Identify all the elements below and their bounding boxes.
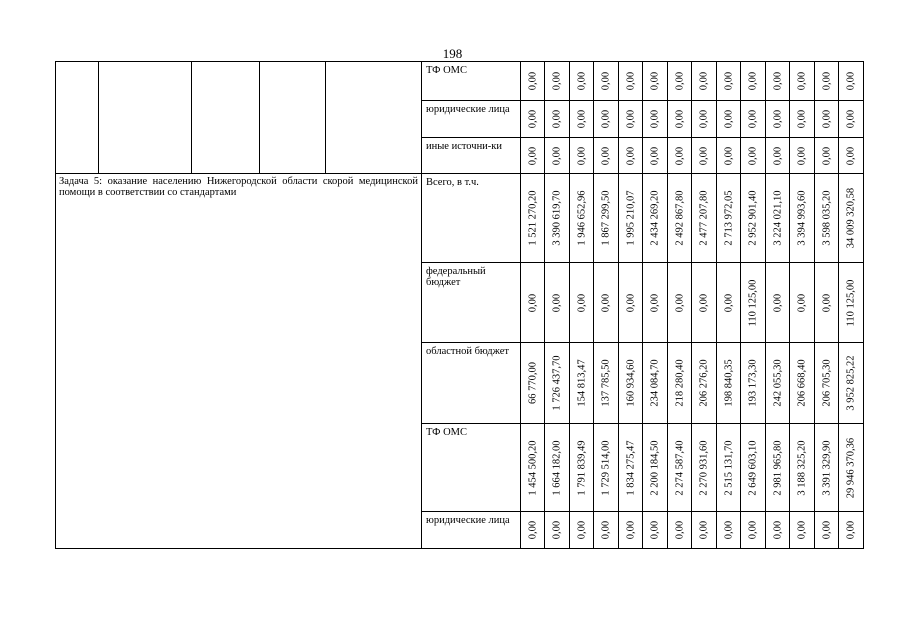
value-cell bbox=[790, 174, 815, 263]
table-body bbox=[56, 62, 864, 549]
value-cell bbox=[521, 138, 545, 174]
value-cell bbox=[545, 138, 570, 174]
value-cell bbox=[717, 174, 741, 263]
value-text: 0,00 bbox=[796, 146, 808, 165]
value-cell bbox=[790, 512, 815, 549]
value-text: 0,00 bbox=[551, 520, 563, 540]
value-text: 3 391 329,90 bbox=[821, 439, 832, 496]
value-text: 0,00 bbox=[625, 293, 636, 312]
value-cell bbox=[570, 424, 594, 512]
value-text: 0,00 bbox=[698, 146, 710, 165]
value-cell bbox=[790, 62, 815, 101]
page-number: 198 bbox=[442, 46, 463, 61]
value-text: 0,00 bbox=[747, 109, 759, 129]
value-text: 0,00 bbox=[772, 71, 783, 91]
value-text: 1 454 500,20 bbox=[527, 439, 538, 496]
value-cell bbox=[619, 263, 643, 343]
value-text: 0,00 bbox=[821, 71, 832, 91]
value-text: 0,00 bbox=[551, 293, 563, 312]
value-cell bbox=[643, 138, 668, 174]
funding-source-label: ТФ ОМС bbox=[426, 65, 468, 76]
funding-source-cell bbox=[422, 62, 521, 101]
value-cell bbox=[619, 101, 643, 138]
value-text: 0,00 bbox=[649, 146, 661, 165]
value-text: 0,00 bbox=[625, 520, 636, 540]
value-cell bbox=[643, 343, 668, 424]
value-text: 0,00 bbox=[576, 293, 587, 312]
funding-source-cell bbox=[422, 138, 521, 174]
value-text: 198 840,35 bbox=[723, 359, 734, 407]
value-text: 0,00 bbox=[723, 146, 734, 165]
value-cell bbox=[545, 512, 570, 549]
value-text: 0,00 bbox=[551, 109, 563, 129]
value-cell bbox=[594, 138, 619, 174]
value-text: 0,00 bbox=[821, 520, 832, 540]
table-row bbox=[56, 174, 864, 263]
funding-source-label: областной бюджет bbox=[426, 346, 509, 357]
value-text: 0,00 bbox=[625, 71, 636, 91]
value-cell bbox=[643, 512, 668, 549]
value-cell bbox=[741, 512, 766, 549]
value-cell bbox=[692, 512, 717, 549]
value-cell bbox=[668, 343, 692, 424]
value-cell bbox=[766, 101, 790, 138]
value-text: 0,00 bbox=[723, 293, 734, 312]
value-text: 0,00 bbox=[600, 520, 612, 540]
value-text: 0,00 bbox=[821, 109, 832, 129]
value-text: 0,00 bbox=[674, 293, 685, 312]
value-text: 0,00 bbox=[747, 146, 759, 165]
value-text: 1 726 437,70 bbox=[551, 355, 563, 411]
value-text: 0,00 bbox=[698, 520, 710, 540]
value-text: 0,00 bbox=[845, 520, 857, 540]
value-text: 0,00 bbox=[674, 109, 685, 129]
value-cell bbox=[594, 101, 619, 138]
value-cell bbox=[521, 512, 545, 549]
value-text: 3 188 325,20 bbox=[796, 439, 808, 496]
funding-source-cell bbox=[422, 263, 521, 343]
value-text: 0,00 bbox=[698, 71, 710, 91]
value-text: 0,00 bbox=[772, 146, 783, 165]
value-text: 2 477 207,80 bbox=[698, 190, 710, 246]
value-cell bbox=[766, 138, 790, 174]
value-text: 0,00 bbox=[821, 293, 832, 312]
value-text: 0,00 bbox=[649, 520, 661, 540]
value-cell bbox=[839, 138, 864, 174]
value-text: 2 270 931,60 bbox=[698, 439, 710, 496]
value-text: 0,00 bbox=[551, 71, 563, 91]
value-cell bbox=[521, 343, 545, 424]
value-cell bbox=[692, 62, 717, 101]
value-text: 206 668,40 bbox=[796, 359, 808, 407]
value-text: 0,00 bbox=[600, 109, 612, 129]
value-cell bbox=[790, 343, 815, 424]
value-cell bbox=[570, 62, 594, 101]
value-text: 1 867 299,50 bbox=[600, 190, 612, 246]
value-cell bbox=[545, 174, 570, 263]
value-cell bbox=[717, 512, 741, 549]
value-cell bbox=[766, 343, 790, 424]
value-text: 0,00 bbox=[527, 109, 538, 129]
value-text: 0,00 bbox=[600, 146, 612, 165]
value-cell bbox=[570, 138, 594, 174]
value-cell bbox=[815, 343, 839, 424]
value-cell bbox=[521, 62, 545, 101]
value-text: 0,00 bbox=[747, 71, 759, 91]
value-cell bbox=[717, 343, 741, 424]
value-cell bbox=[815, 263, 839, 343]
value-text: 110 125,00 bbox=[747, 279, 759, 326]
budget-table bbox=[55, 61, 864, 549]
value-cell bbox=[717, 263, 741, 343]
value-cell bbox=[668, 101, 692, 138]
value-cell bbox=[545, 101, 570, 138]
funding-source-cell bbox=[422, 512, 521, 549]
value-cell bbox=[815, 101, 839, 138]
value-cell bbox=[521, 263, 545, 343]
value-text: 1 521 270,20 bbox=[527, 190, 538, 246]
value-text: 3 390 619,70 bbox=[551, 190, 563, 246]
empty-cell bbox=[99, 62, 192, 174]
value-cell bbox=[717, 62, 741, 101]
value-text: 193 173,30 bbox=[747, 359, 759, 407]
value-text: 66 770,00 bbox=[527, 362, 538, 404]
value-cell bbox=[545, 424, 570, 512]
funding-source-cell bbox=[422, 424, 521, 512]
value-text: 3 394 993,60 bbox=[796, 190, 808, 246]
value-cell bbox=[741, 174, 766, 263]
value-cell bbox=[545, 263, 570, 343]
value-cell bbox=[741, 424, 766, 512]
value-text: 0,00 bbox=[796, 71, 808, 91]
value-text: 0,00 bbox=[821, 146, 832, 165]
value-cell bbox=[692, 424, 717, 512]
value-text: 0,00 bbox=[845, 71, 857, 91]
value-cell bbox=[741, 101, 766, 138]
value-cell bbox=[570, 263, 594, 343]
value-cell bbox=[839, 62, 864, 101]
value-cell bbox=[668, 174, 692, 263]
value-cell bbox=[766, 512, 790, 549]
value-text: 206 276,20 bbox=[698, 359, 710, 407]
value-cell bbox=[643, 101, 668, 138]
value-cell bbox=[741, 138, 766, 174]
value-cell bbox=[668, 263, 692, 343]
value-cell bbox=[570, 101, 594, 138]
value-cell bbox=[594, 512, 619, 549]
value-text: 2 274 587,40 bbox=[674, 439, 685, 496]
value-cell bbox=[815, 174, 839, 263]
value-text: 0,00 bbox=[796, 293, 808, 312]
value-cell bbox=[839, 174, 864, 263]
value-text: 0,00 bbox=[649, 71, 661, 91]
empty-cell bbox=[56, 62, 99, 174]
value-cell bbox=[521, 424, 545, 512]
value-text: 0,00 bbox=[551, 146, 563, 165]
value-cell bbox=[815, 62, 839, 101]
value-text: 0,00 bbox=[772, 293, 783, 312]
funding-source-cell bbox=[422, 343, 521, 424]
funding-source-label: ТФ ОМС bbox=[426, 427, 468, 438]
value-text: 3 598 035,20 bbox=[821, 190, 832, 246]
value-text: 0,00 bbox=[600, 71, 612, 91]
value-cell bbox=[570, 343, 594, 424]
value-text: 2 713 972,05 bbox=[723, 190, 734, 246]
value-text: 0,00 bbox=[723, 71, 734, 91]
value-text: 0,00 bbox=[796, 520, 808, 540]
task-title: Задача 5: оказание населению Нижегородской области скорой медицинской помощи в соответствии со стандартами bbox=[59, 176, 418, 198]
value-cell bbox=[594, 263, 619, 343]
value-text: 234 084,70 bbox=[649, 359, 661, 407]
value-cell bbox=[815, 138, 839, 174]
value-cell bbox=[790, 424, 815, 512]
value-cell bbox=[643, 424, 668, 512]
value-cell bbox=[839, 101, 864, 138]
value-text: 0,00 bbox=[796, 109, 808, 129]
value-cell bbox=[594, 343, 619, 424]
value-text: 29 946 370,36 bbox=[845, 437, 857, 498]
value-text: 218 280,40 bbox=[674, 359, 685, 407]
value-text: 0,00 bbox=[649, 293, 661, 312]
value-text: 0,00 bbox=[625, 109, 636, 129]
funding-source-label: иные источни-ки bbox=[426, 141, 503, 152]
value-text: 2 981 965,80 bbox=[772, 439, 783, 496]
value-text: 0,00 bbox=[576, 109, 587, 129]
value-cell bbox=[643, 62, 668, 101]
value-cell bbox=[839, 424, 864, 512]
value-text: 110 125,00 bbox=[845, 279, 857, 326]
value-text: 206 705,30 bbox=[821, 359, 832, 407]
funding-source-cell bbox=[422, 101, 521, 138]
value-text: 2 200 184,50 bbox=[649, 439, 661, 496]
value-cell bbox=[766, 62, 790, 101]
value-cell bbox=[717, 101, 741, 138]
value-cell bbox=[619, 62, 643, 101]
value-text: 0,00 bbox=[747, 520, 759, 540]
value-cell bbox=[668, 424, 692, 512]
value-text: 1 664 182,00 bbox=[551, 439, 563, 496]
value-text: 0,00 bbox=[625, 146, 636, 165]
value-text: 1 834 275,47 bbox=[625, 439, 636, 496]
value-cell bbox=[692, 101, 717, 138]
value-text: 2 952 901,40 bbox=[747, 190, 759, 246]
value-text: 1 729 514,00 bbox=[600, 439, 612, 496]
value-text: 3 224 021,10 bbox=[772, 190, 783, 246]
value-cell bbox=[839, 343, 864, 424]
value-cell bbox=[766, 174, 790, 263]
value-text: 0,00 bbox=[576, 146, 587, 165]
value-cell bbox=[815, 424, 839, 512]
value-cell bbox=[839, 512, 864, 549]
value-text: 0,00 bbox=[723, 520, 734, 540]
value-cell bbox=[521, 101, 545, 138]
value-cell bbox=[619, 138, 643, 174]
value-text: 137 785,50 bbox=[600, 359, 612, 407]
value-cell bbox=[741, 263, 766, 343]
empty-cell bbox=[192, 62, 260, 174]
value-cell bbox=[619, 174, 643, 263]
value-cell bbox=[619, 343, 643, 424]
value-cell bbox=[521, 174, 545, 263]
value-text: 0,00 bbox=[649, 109, 661, 129]
value-cell bbox=[619, 512, 643, 549]
value-cell bbox=[766, 424, 790, 512]
value-cell bbox=[668, 62, 692, 101]
value-text: 2 649 603,10 bbox=[747, 439, 759, 496]
task-title-cell bbox=[56, 174, 422, 549]
table-row bbox=[56, 62, 864, 101]
value-text: 0,00 bbox=[772, 520, 783, 540]
value-text: 1 995 210,07 bbox=[625, 190, 636, 246]
funding-source-cell bbox=[422, 174, 521, 263]
value-cell bbox=[815, 512, 839, 549]
value-cell bbox=[790, 101, 815, 138]
value-text: 0,00 bbox=[698, 109, 710, 129]
value-cell bbox=[619, 424, 643, 512]
value-text: 1 791 839,49 bbox=[576, 439, 587, 496]
value-cell bbox=[692, 343, 717, 424]
funding-source-label: Всего, в т.ч. bbox=[426, 177, 479, 188]
value-cell bbox=[594, 62, 619, 101]
empty-cell bbox=[260, 62, 326, 174]
value-text: 0,00 bbox=[674, 520, 685, 540]
funding-source-label: юридические лица bbox=[426, 515, 510, 526]
value-text: 2 515 131,70 bbox=[723, 439, 734, 496]
value-cell bbox=[741, 62, 766, 101]
value-text: 0,00 bbox=[527, 293, 538, 312]
value-text: 0,00 bbox=[845, 146, 857, 165]
value-cell bbox=[594, 174, 619, 263]
value-text: 0,00 bbox=[674, 146, 685, 165]
value-cell bbox=[717, 424, 741, 512]
value-text: 1 946 652,96 bbox=[576, 190, 587, 246]
value-cell bbox=[545, 62, 570, 101]
value-text: 2 492 867,80 bbox=[674, 190, 685, 246]
value-text: 3 952 825,22 bbox=[845, 355, 857, 411]
value-cell bbox=[668, 138, 692, 174]
value-text: 0,00 bbox=[674, 71, 685, 91]
value-text: 0,00 bbox=[845, 109, 857, 129]
empty-cell bbox=[326, 62, 422, 174]
value-cell bbox=[545, 343, 570, 424]
funding-source-label: юридические лица bbox=[426, 104, 510, 115]
value-cell bbox=[570, 174, 594, 263]
value-cell bbox=[668, 512, 692, 549]
value-text: 0,00 bbox=[527, 146, 538, 165]
value-cell bbox=[790, 263, 815, 343]
value-cell bbox=[766, 263, 790, 343]
value-cell bbox=[692, 138, 717, 174]
value-text: 0,00 bbox=[576, 71, 587, 91]
value-text: 0,00 bbox=[576, 520, 587, 540]
value-text: 160 934,60 bbox=[625, 359, 636, 407]
value-cell bbox=[839, 263, 864, 343]
value-text: 0,00 bbox=[772, 109, 783, 129]
value-text: 242 055,30 bbox=[772, 359, 783, 407]
funding-source-label: федеральный бюджет bbox=[426, 266, 486, 288]
value-text: 34 009 320,58 bbox=[845, 187, 857, 249]
value-cell bbox=[570, 512, 594, 549]
value-text: 154 813,47 bbox=[576, 359, 587, 407]
value-text: 0,00 bbox=[527, 520, 538, 540]
value-cell bbox=[692, 174, 717, 263]
value-cell bbox=[643, 174, 668, 263]
value-cell bbox=[594, 424, 619, 512]
value-text: 0,00 bbox=[698, 293, 710, 312]
value-text: 0,00 bbox=[527, 71, 538, 91]
value-cell bbox=[741, 343, 766, 424]
value-cell bbox=[643, 263, 668, 343]
value-cell bbox=[692, 263, 717, 343]
value-text: 0,00 bbox=[600, 293, 612, 312]
value-cell bbox=[717, 138, 741, 174]
value-text: 2 434 269,20 bbox=[649, 190, 661, 246]
value-cell bbox=[790, 138, 815, 174]
value-text: 0,00 bbox=[723, 109, 734, 129]
